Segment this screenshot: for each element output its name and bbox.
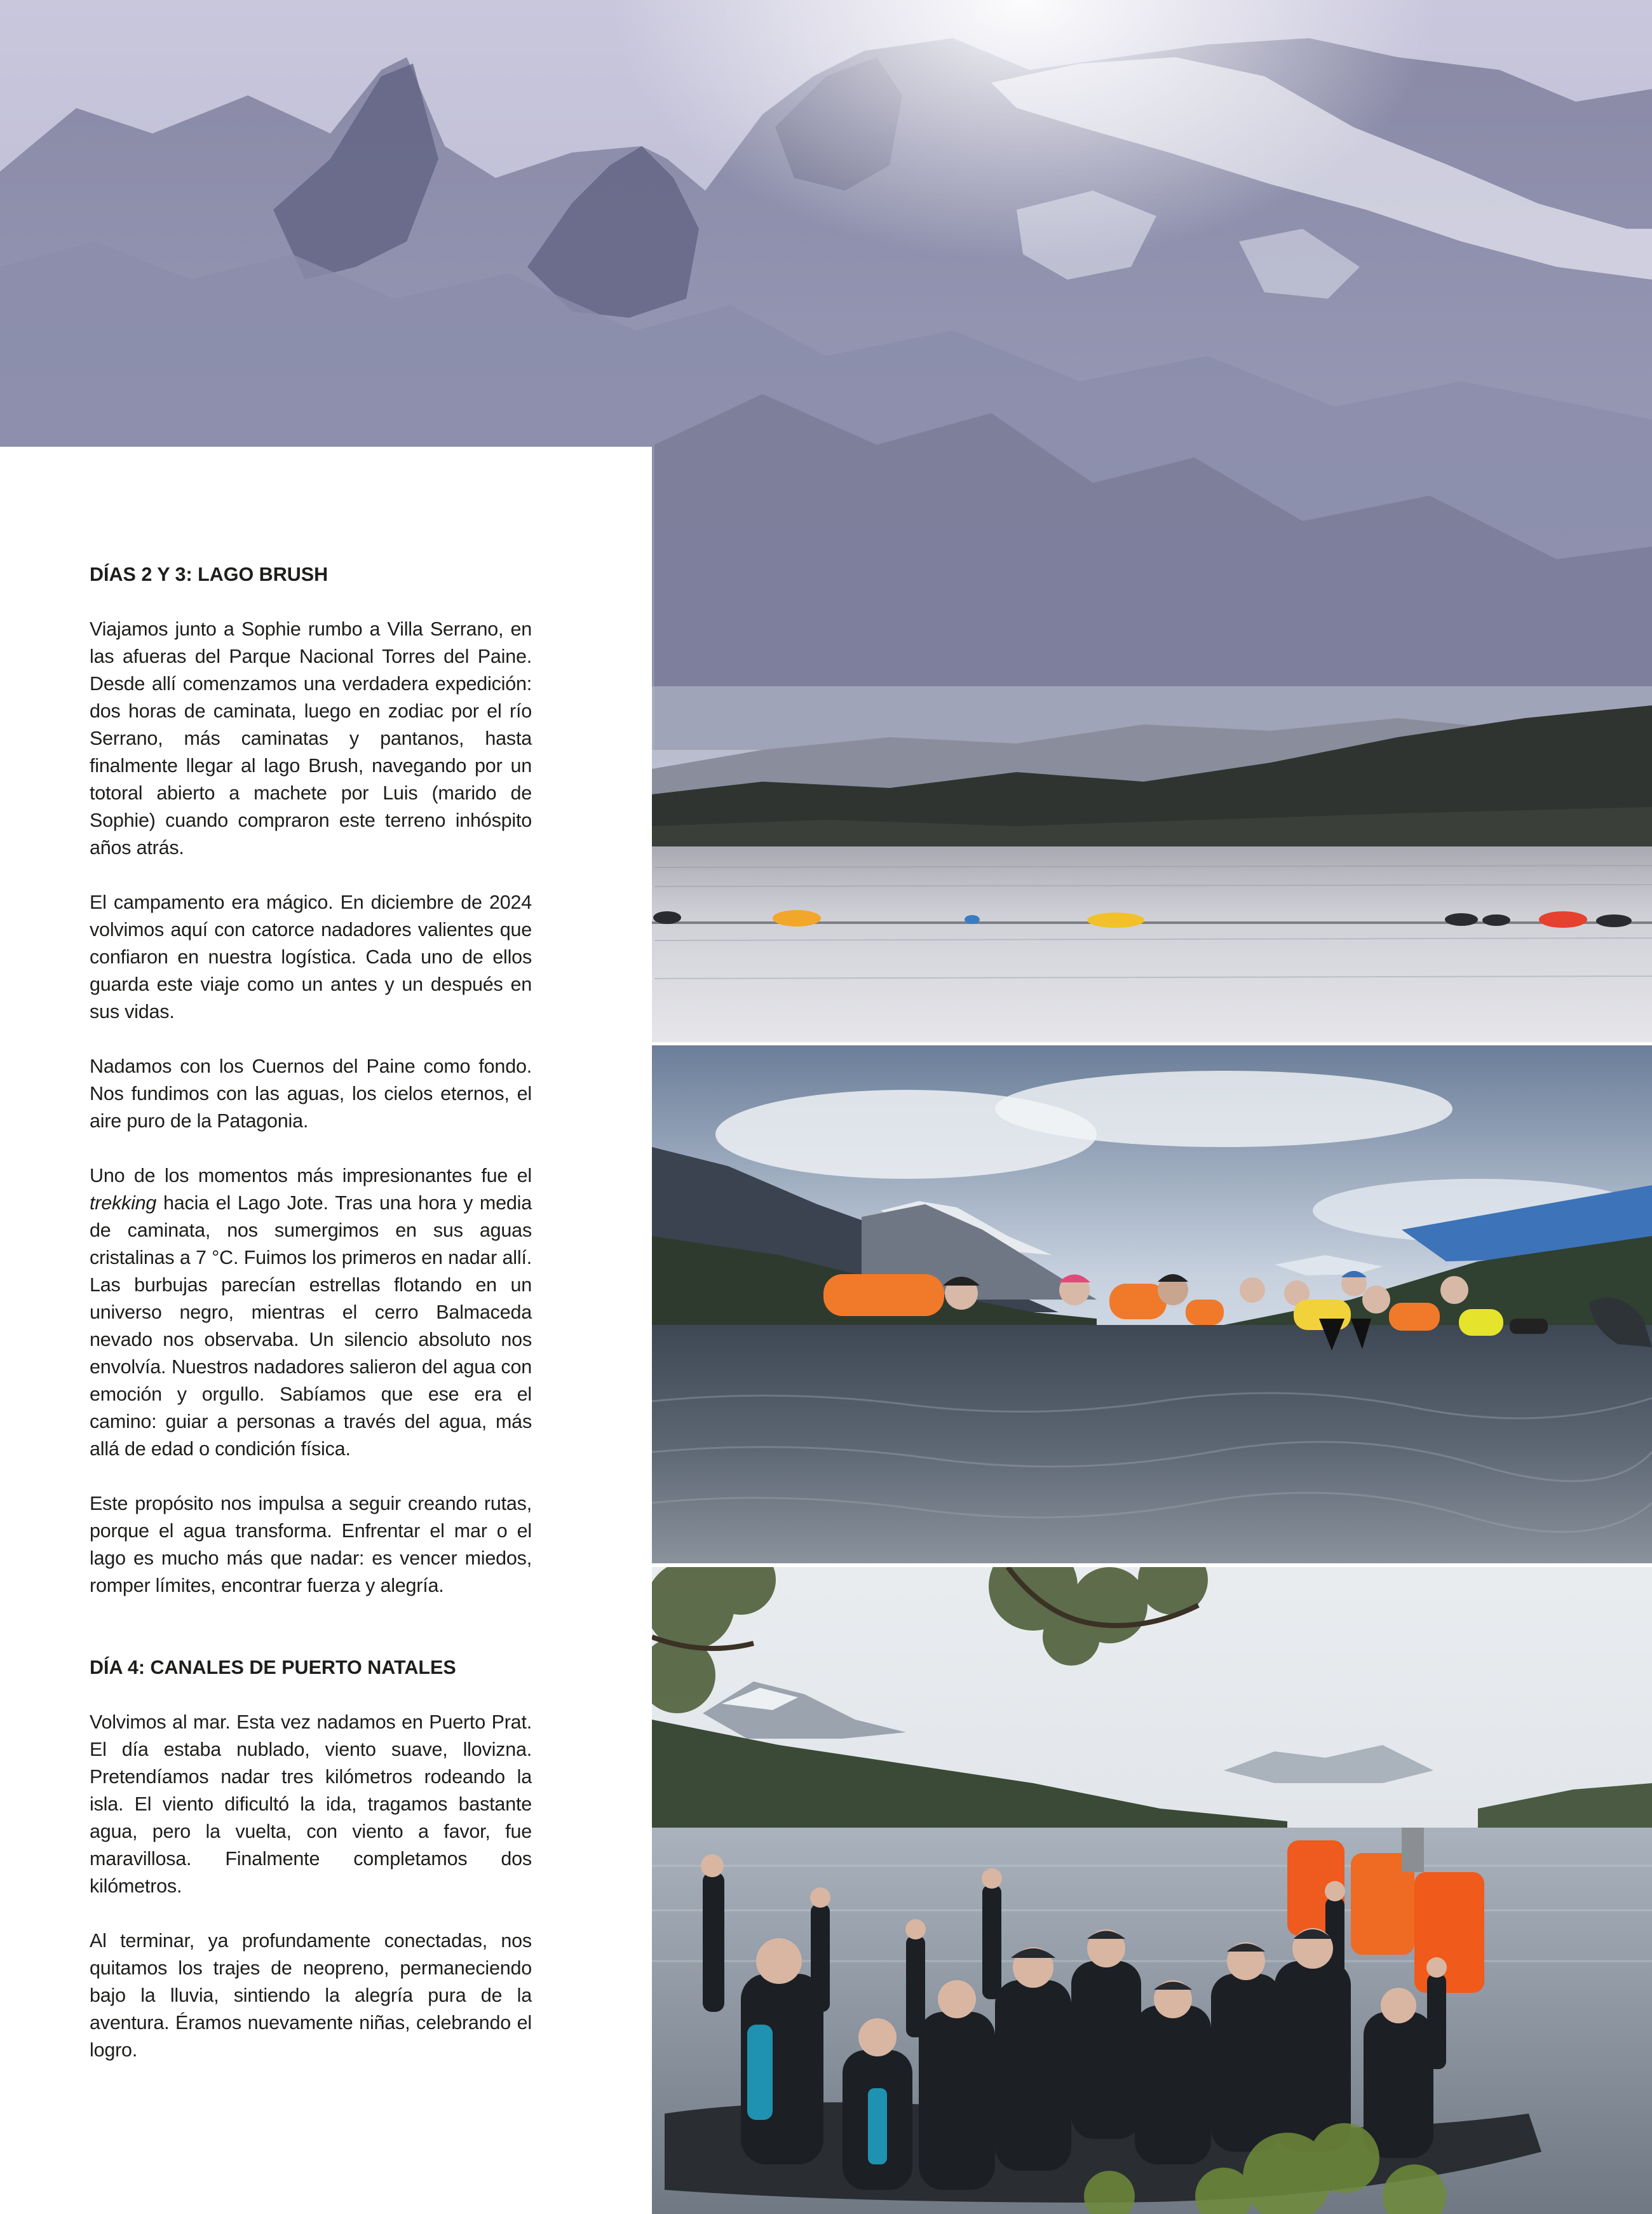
paragraph: Al terminar, ya profundamente conectadas, nos quitamos los trajes de neopreno, permaneciendo bajo la lluvia, sintiendo la alegría pura de la aventura. Éramos nuevamente niñas, celebrando el logro.: [90, 1930, 532, 2061]
paragraph: Este propósito nos impulsa a seguir creando rutas, porque el agua transforma. Enfrentar el mar o el lago es mucho más que nadar: es vencer miedos, romper límites, encontrar fuerza y alegría.: [90, 1493, 532, 1596]
paragraph: El campamento era mágico. En diciembre de 2024 volvimos aquí con catorce nadadores valientes que confiaron en nuestra logística. Cada uno de ellos guarda este viaje como un antes y un después en sus vidas.: [90, 892, 532, 1022]
paragraph-lago-jote: [90, 1162, 532, 1463]
article-text-panel: [0, 447, 652, 2214]
emphasis-trekking: trekking: [90, 1192, 157, 1214]
section-heading-puerto-natales: DÍA 4: CANALES DE PUERTO NATALES: [90, 1657, 456, 1678]
paragraph: Viajamos junto a Sophie rumbo a Villa Serrano, en las afueras del Parque Nacional Torres del Paine. Desde allí comenzamos una verdadera expedición: dos horas de caminata, luego en zodiac por el río Serrano, más caminatas y pantanos, hasta finalmente llegar al lago Brush, navegando por un totoral abierto a machete por Luis (marido de Sophie) cuando compraron este terreno inhóspito años atrás.: [90, 618, 532, 859]
paragraph: Nadamos con los Cuernos del Paine como fondo. Nos fundimos con las aguas, los cielos eternos, el aire puro de la Patagonia.: [90, 1056, 532, 1132]
photo-celebration-boat: [652, 1567, 1652, 2214]
article-body: [90, 561, 532, 2091]
photo-swimmers-lake: [652, 1045, 1652, 1563]
paragraph-text: Uno de los momentos más impresionantes fue el: [90, 1165, 532, 1186]
section-heading-lago-brush: DÍAS 2 Y 3: LAGO BRUSH: [90, 564, 328, 585]
paragraph-text: hacia el Lago Jote. Tras una hora y media de caminata, nos sumergimos en sus aguas cristalinas a 7 °C. Fuimos los primeros en nadar allí. Las burbujas parecían estrellas flotando en un universo negro, mientras el cerro Balmaceda nevado nos observaba. Un silencio absoluto nos envolvía. Nuestros nadadores salieron del agua con emoción y orgullo. Sabíamos que ese era el camino: guiar a personas a través del agua, más allá de edad o condición física.: [90, 1192, 532, 1460]
paragraph: Volvimos al mar. Esta vez nadamos en Puerto Prat. El día estaba nublado, viento suave, llovizna. Pretendíamos nadar tres kilómetros rodeando la isla. El viento dificultó la ida, tragamos bastante agua, pero la vuelta, con viento a favor, fue maravillosa. Finalmente completamos dos kilómetros.: [90, 1711, 532, 1897]
